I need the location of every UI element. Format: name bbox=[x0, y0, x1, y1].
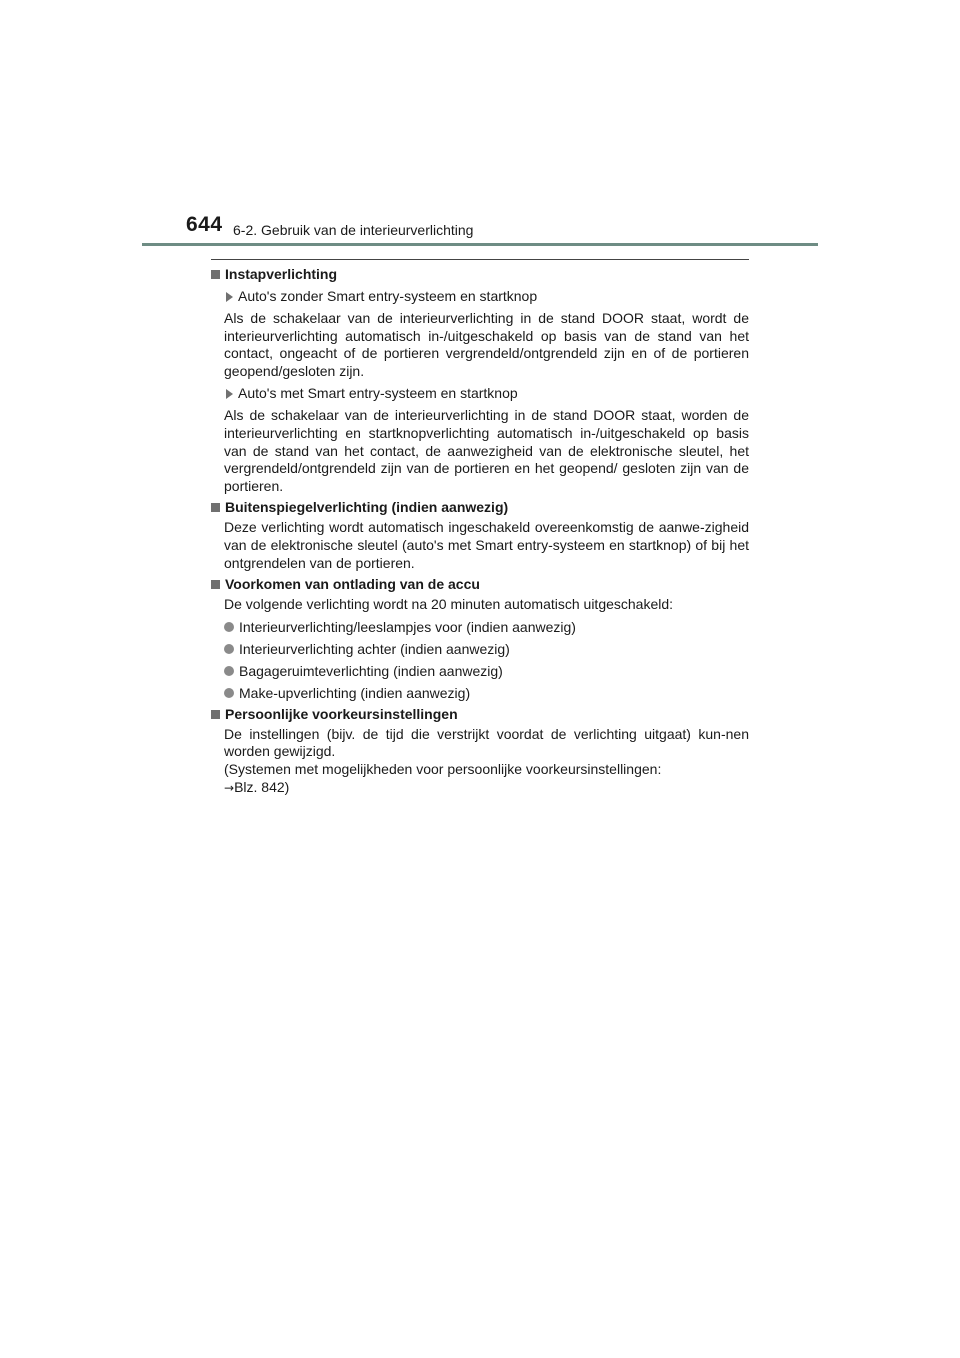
circle-bullet-icon bbox=[224, 622, 234, 632]
square-bullet-icon bbox=[211, 710, 220, 719]
square-bullet-icon bbox=[211, 580, 220, 589]
sub-heading bbox=[224, 288, 749, 305]
paragraph-text: (Systemen met mogelijkheden voor persoonlijke voorkeursinstellingen: bbox=[224, 760, 662, 777]
sub-heading-text: Auto's met Smart entry-systeem en startknop bbox=[238, 385, 518, 402]
section-heading bbox=[211, 266, 749, 283]
paragraph bbox=[224, 726, 749, 797]
section-instapverlichting bbox=[211, 266, 749, 495]
paragraph: Als de schakelaar van de interieurverlichting in de stand DOOR staat, worden de interieurverlichting en startknopverlichting automatisch in-/uitgeschakeld op basis van de stand van het contact, de aanwezigheid van de elektronische sleutel, het vergrendeld/ontgrendeld zijn van de portieren en het geopend/ gesloten zijn van de portieren. bbox=[224, 407, 749, 494]
section-buitenspiegelverlichting bbox=[211, 499, 749, 572]
list-item bbox=[224, 619, 749, 636]
circle-bullet-icon bbox=[224, 666, 234, 676]
section-heading-text: Voorkomen van ontlading van de accu bbox=[225, 576, 480, 593]
page-header bbox=[0, 0, 960, 250]
paragraph-text: De instellingen (bijv. de tijd die verstrijkt voordat de verlichting uitgaat) kun-nen worden gewijzigd. bbox=[224, 725, 749, 760]
sub-heading-text: Auto's zonder Smart entry-systeem en startknop bbox=[238, 288, 538, 304]
section-heading-text: Instapverlichting bbox=[225, 266, 338, 282]
header-divider bbox=[142, 243, 818, 246]
section-heading bbox=[211, 706, 749, 723]
circle-bullet-icon bbox=[224, 644, 234, 654]
list-item-text: Interieurverlichting achter (indien aanwezig) bbox=[239, 640, 510, 657]
sub-heading bbox=[224, 385, 749, 402]
arrow-right-icon: → bbox=[224, 780, 235, 795]
circle-bullet-icon bbox=[224, 688, 234, 698]
list-item-text: Make-upverlichting (indien aanwezig) bbox=[239, 684, 471, 701]
page-number: 644 bbox=[186, 213, 223, 236]
section-accu-ontlading bbox=[211, 576, 749, 702]
paragraph: De volgende verlichting wordt na 20 minuten automatisch uitgeschakeld: bbox=[224, 596, 674, 613]
page-content bbox=[211, 259, 749, 797]
content-divider bbox=[211, 259, 749, 260]
list-item bbox=[224, 663, 749, 680]
triangle-bullet-icon bbox=[226, 292, 233, 302]
square-bullet-icon bbox=[211, 270, 220, 279]
section-title: 6-2. Gebruik van de interieurverlichting bbox=[233, 222, 474, 238]
list-item bbox=[224, 685, 749, 702]
section-heading bbox=[211, 499, 749, 516]
square-bullet-icon bbox=[211, 503, 220, 512]
list-item bbox=[224, 641, 749, 658]
section-heading-text: Persoonlijke voorkeursinstellingen bbox=[225, 705, 458, 722]
list-item-text: Interieurverlichting/leeslampjes voor (indien aanwezig) bbox=[239, 618, 576, 635]
section-heading-text: Buitenspiegelverlichting (indien aanwezig) bbox=[225, 499, 509, 516]
paragraph: Deze verlichting wordt automatisch ingeschakeld overeenkomstig de aanwe-zigheid van de elektronische sleutel (auto's met Smart entry-systeem en startknop) of bij het ontgrendelen van de portieren. bbox=[224, 519, 749, 571]
list-item-text: Bagageruimteverlichting (indien aanwezig) bbox=[239, 662, 503, 679]
paragraph: Als de schakelaar van de interieurverlichting in de stand DOOR staat, wordt de interieurverlichting automatisch in-/uitgeschakeld op basis van de stand van het contact, ongeacht of de portieren vergrendeld/ontgrendeld zijn en of de portieren geopend/gesloten zijn. bbox=[224, 310, 749, 379]
section-voorkeursinstellingen bbox=[211, 706, 749, 797]
section-heading bbox=[211, 576, 749, 593]
page-reference-link[interactable]: Blz. 842) bbox=[234, 778, 290, 795]
triangle-bullet-icon bbox=[226, 389, 233, 399]
